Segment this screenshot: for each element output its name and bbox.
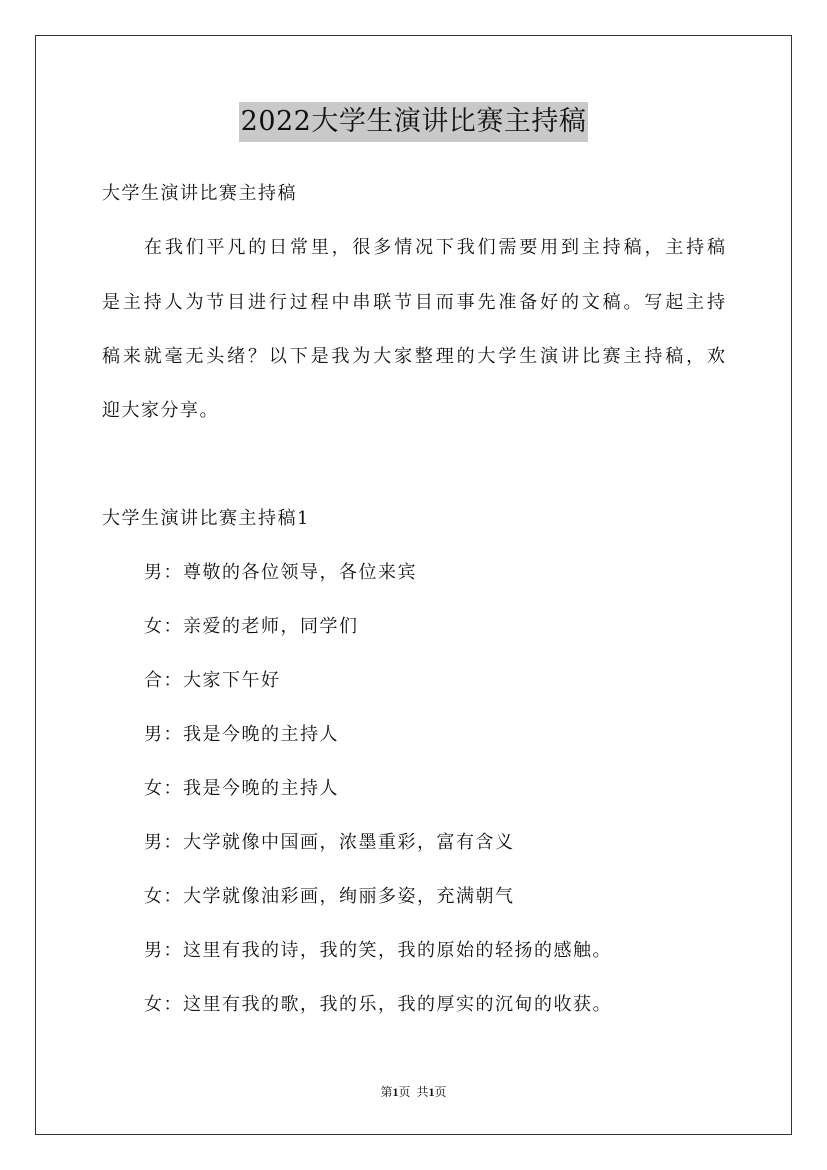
intro-line-1: 在我们平凡的日常里，很多情况下我们需要用到主持稿，主持稿 [144,237,725,258]
footer-total-pages: 1 [428,1085,435,1099]
dialogue-line: 合：大家下午好 [144,670,281,691]
footer-page-suffix: 页 [398,1085,411,1099]
dialogue-line: 女：大学就像油彩画，绚丽多姿，充满朝气 [144,886,515,907]
dialogue-line: 女：这里有我的歌，我的乐，我的厚实的沉甸的收获。 [144,994,612,1015]
dialogue-line: 男：尊敬的各位领导，各位来宾 [144,562,417,583]
document-title: 2022大学生演讲比赛主持稿 [239,102,589,142]
title-container [0,102,827,142]
dialogue-line: 女：亲爱的老师，同学们 [144,616,359,637]
page-footer [0,1083,827,1100]
dialogue-line: 男：这里有我的诗，我的笑，我的原始的轻扬的感触。 [144,940,612,961]
intro-line-2: 是主持人为节目进行过程中串联节目而事先准备好的文稿。写起主持 [102,292,725,313]
intro-line-4: 迎大家分享。 [102,400,219,421]
footer-page-prefix: 第 [380,1085,393,1099]
dialogue-line: 男：我是今晚的主持人 [144,724,339,745]
footer-page-number: 1 [392,1085,399,1099]
footer-total-prefix: 共 [416,1085,429,1099]
document-subtitle: 大学生演讲比赛主持稿 [102,183,297,204]
dialogue-line: 男：大学就像中国画，浓墨重彩，富有含义 [144,832,515,853]
section-heading: 大学生演讲比赛主持稿1 [102,508,310,529]
dialogue-line: 女：我是今晚的主持人 [144,778,339,799]
intro-line-3: 稿来就毫无头绪？以下是我为大家整理的大学生演讲比赛主持稿，欢 [102,346,725,367]
footer-total-suffix: 页 [434,1085,447,1099]
